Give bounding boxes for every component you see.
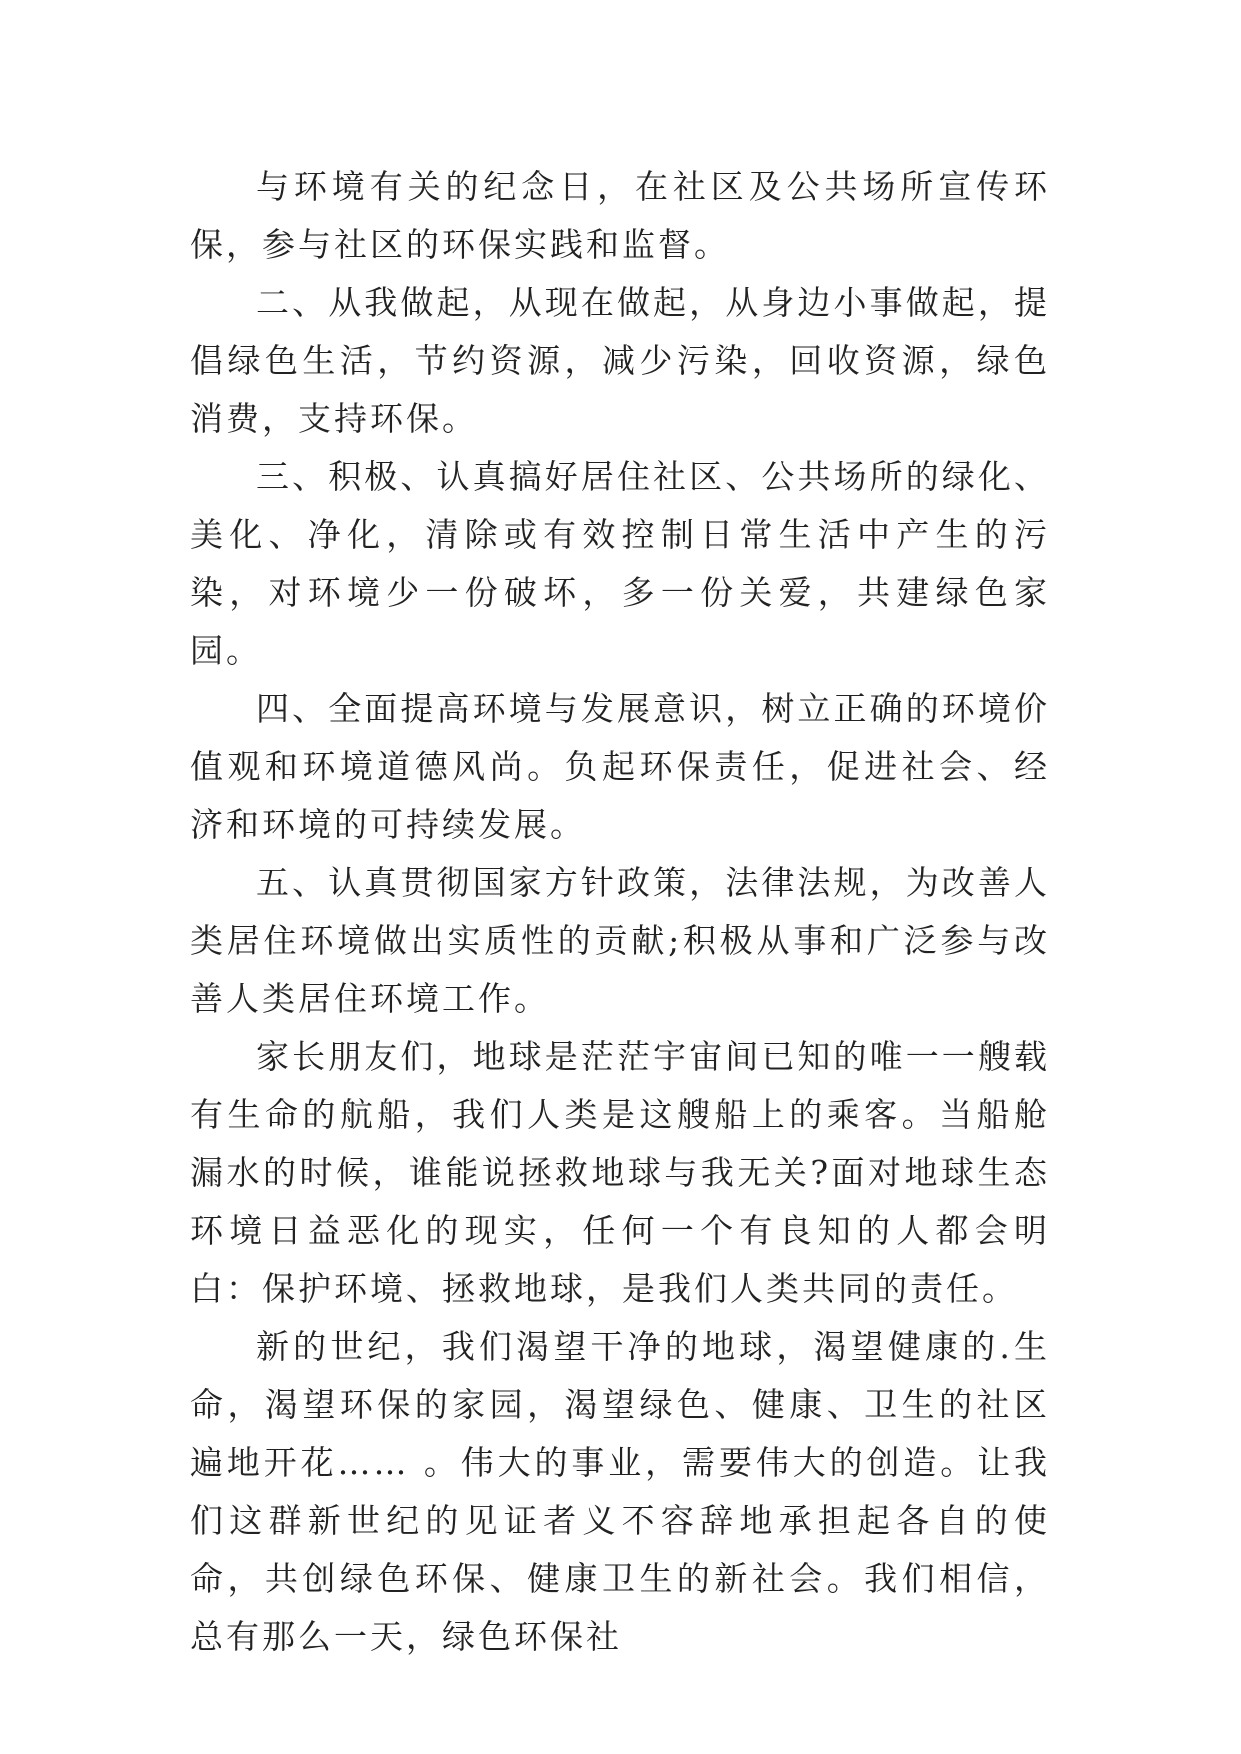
paragraph-3: 三、积极、认真搞好居住社区、公共场所的绿化、美化、净化，清除或有效控制日常生活中产生的污染，对环境少一份破坏，多一份关爱，共建绿色家园。 [190, 457, 1050, 670]
document-body [190, 158, 1050, 1666]
paragraph-4: 四、全面提高环境与发展意识，树立正确的环境价值观和环境道德风尚。负起环保责任，促进社会、经济和环境的可持续发展。 [190, 689, 1050, 844]
paragraph-5: 五、认真贯彻国家方针政策，法律法规，为改善人类居住环境做出实质性的贡献;积极从事和广泛参与改善人类居住环境工作。 [190, 863, 1050, 1018]
paragraph-2: 二、从我做起，从现在做起，从身边小事做起，提倡绿色生活，节约资源，减少污染，回收资源，绿色消费，支持环保。 [190, 283, 1050, 438]
paragraph-6: 家长朋友们，地球是茫茫宇宙间已知的唯一一艘载有生命的航船，我们人类是这艘船上的乘客。当船舱漏水的时候，谁能说拯救地球与我无关?面对地球生态环境日益恶化的现实，任何一个有良知的人都会明白：保护环境、拯救地球，是我们人类共同的责任。 [190, 1037, 1050, 1308]
paragraph-1: 与环境有关的纪念日，在社区及公共场所宣传环保，参与社区的环保实践和监督。 [190, 167, 1050, 264]
paragraph-7: 新的世纪，我们渴望干净的地球，渴望健康的.生命，渴望环保的家园，渴望绿色、健康、卫生的社区遍地开花…… 。伟大的事业，需要伟大的创造。让我们这群新世纪的见证者义不容辞地承担起各自的使命，共创绿色环保、健康卫生的新社会。我们相信，总有那么一天，绿色环保社 [190, 1327, 1050, 1656]
